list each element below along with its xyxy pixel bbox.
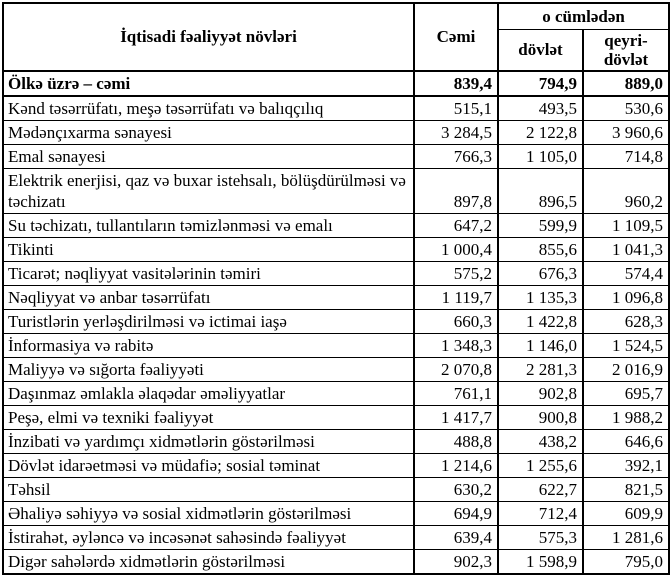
total-cell: 647,2 — [414, 213, 498, 237]
table-row — [3, 120, 669, 144]
total-cell: 902,3 — [414, 549, 498, 574]
state-cell: 599,9 — [498, 213, 583, 237]
total-cell: 694,9 — [414, 501, 498, 525]
total-cell: 488,8 — [414, 429, 498, 453]
state-cell: 794,9 — [498, 71, 583, 96]
state-cell: 676,3 — [498, 261, 583, 285]
state-cell: 1 135,3 — [498, 285, 583, 309]
total-cell: 1 119,7 — [414, 285, 498, 309]
total-cell: 1 348,3 — [414, 333, 498, 357]
state-cell: 1 598,9 — [498, 549, 583, 574]
table-row — [3, 96, 669, 121]
nonstate-cell: 960,2 — [583, 168, 669, 213]
activity-cell: Əhaliyə səhiyyə və sosial xidmətlərin göstərilməsi — [3, 501, 414, 525]
nonstate-cell: 3 960,6 — [583, 120, 669, 144]
table-row — [3, 261, 669, 285]
table-row — [3, 213, 669, 237]
state-cell: 1 146,0 — [498, 333, 583, 357]
activity-cell: Digər sahələrdə xidmətlərin göstərilməsi — [3, 549, 414, 574]
state-cell: 712,4 — [498, 501, 583, 525]
nonstate-cell: 646,6 — [583, 429, 669, 453]
table-row — [3, 549, 669, 574]
table-row — [3, 333, 669, 357]
state-cell: 2 281,3 — [498, 357, 583, 381]
state-cell: 622,7 — [498, 477, 583, 501]
nonstate-cell: 530,6 — [583, 96, 669, 121]
total-cell: 515,1 — [414, 96, 498, 121]
nonstate-cell: 1 041,3 — [583, 237, 669, 261]
table-row — [3, 309, 669, 333]
table-row — [3, 381, 669, 405]
total-cell: 575,2 — [414, 261, 498, 285]
header-row-top — [3, 3, 669, 29]
total-cell: 1 000,4 — [414, 237, 498, 261]
activity-cell: Su təchizatı, tullantıların təmizlənməsi və emalı — [3, 213, 414, 237]
table-row — [3, 144, 669, 168]
activity-cell: Ölkə üzrə – cəmi — [3, 71, 414, 96]
state-cell: 900,8 — [498, 405, 583, 429]
activity-cell: Tikinti — [3, 237, 414, 261]
total-cell: 897,8 — [414, 168, 498, 213]
activity-cell: Ticarət; nəqliyyat vasitələrinin təmiri — [3, 261, 414, 285]
nonstate-cell: 1 281,6 — [583, 525, 669, 549]
nonstate-cell: 1 988,2 — [583, 405, 669, 429]
nonstate-cell: 1 109,5 — [583, 213, 669, 237]
nonstate-cell: 1 096,8 — [583, 285, 669, 309]
activity-cell: Təhsil — [3, 477, 414, 501]
activity-cell: Kənd təsərrüfatı, meşə təsərrüfatı və balıqçılıq — [3, 96, 414, 121]
column-header-group: o cümlədən — [498, 3, 669, 29]
column-header-total: Cəmi — [414, 3, 498, 71]
total-cell: 761,1 — [414, 381, 498, 405]
activity-cell: Turistlərin yerləşdirilməsi və ictimai iaşə — [3, 309, 414, 333]
table-row — [3, 405, 669, 429]
state-cell: 896,5 — [498, 168, 583, 213]
total-cell: 3 284,5 — [414, 120, 498, 144]
table-row — [3, 285, 669, 309]
activity-cell: Dövlət idarəetməsi və müdafiə; sosial təminat — [3, 453, 414, 477]
activity-cell: Daşınmaz əmlakla əlaqədar əməliyyatlar — [3, 381, 414, 405]
state-cell: 1 422,8 — [498, 309, 583, 333]
activity-cell: Nəqliyyat və anbar təsərrüfatı — [3, 285, 414, 309]
total-cell: 766,3 — [414, 144, 498, 168]
nonstate-cell: 889,0 — [583, 71, 669, 96]
nonstate-cell: 628,3 — [583, 309, 669, 333]
nonstate-cell: 714,8 — [583, 144, 669, 168]
nonstate-cell: 609,9 — [583, 501, 669, 525]
table-row — [3, 525, 669, 549]
table-row — [3, 453, 669, 477]
nonstate-cell: 2 016,9 — [583, 357, 669, 381]
total-cell: 639,4 — [414, 525, 498, 549]
state-cell: 855,6 — [498, 237, 583, 261]
economic-activity-table — [2, 2, 670, 575]
activity-cell: Elektrik enerjisi, qaz və buxar istehsalı, bölüşdürülməsi və təchizatı — [3, 168, 414, 213]
table-row — [3, 477, 669, 501]
total-cell: 630,2 — [414, 477, 498, 501]
table-row — [3, 429, 669, 453]
table-row — [3, 357, 669, 381]
table-header — [3, 3, 669, 71]
nonstate-cell: 695,7 — [583, 381, 669, 405]
column-header-nonstate: qeyri-dövlət — [583, 29, 669, 71]
table-row-summary — [3, 71, 669, 96]
nonstate-cell: 821,5 — [583, 477, 669, 501]
column-header-state: dövlət — [498, 29, 583, 71]
state-cell: 2 122,8 — [498, 120, 583, 144]
activity-cell: İnzibati və yardımçı xidmətlərin göstərilməsi — [3, 429, 414, 453]
table-row — [3, 501, 669, 525]
total-cell: 839,4 — [414, 71, 498, 96]
nonstate-cell: 574,4 — [583, 261, 669, 285]
table-body — [3, 71, 669, 574]
activity-cell: Emal sənayesi — [3, 144, 414, 168]
total-cell: 1 417,7 — [414, 405, 498, 429]
activity-cell: Peşə, elmi və texniki fəaliyyət — [3, 405, 414, 429]
activity-cell: İstirahət, əyləncə və incəsənət sahəsində fəaliyyət — [3, 525, 414, 549]
state-cell: 1 105,0 — [498, 144, 583, 168]
nonstate-cell: 1 524,5 — [583, 333, 669, 357]
state-cell: 493,5 — [498, 96, 583, 121]
state-cell: 575,3 — [498, 525, 583, 549]
table-row — [3, 237, 669, 261]
state-cell: 1 255,6 — [498, 453, 583, 477]
nonstate-cell: 392,1 — [583, 453, 669, 477]
total-cell: 1 214,6 — [414, 453, 498, 477]
table-row — [3, 168, 669, 213]
total-cell: 2 070,8 — [414, 357, 498, 381]
activity-cell: Mədənçıxarma sənayesi — [3, 120, 414, 144]
activity-cell: Maliyyə və sığorta fəaliyyəti — [3, 357, 414, 381]
state-cell: 438,2 — [498, 429, 583, 453]
state-cell: 902,8 — [498, 381, 583, 405]
column-header-activity: İqtisadi fəaliyyət növləri — [3, 3, 414, 71]
total-cell: 660,3 — [414, 309, 498, 333]
nonstate-cell: 795,0 — [583, 549, 669, 574]
activity-cell: İnformasiya və rabitə — [3, 333, 414, 357]
